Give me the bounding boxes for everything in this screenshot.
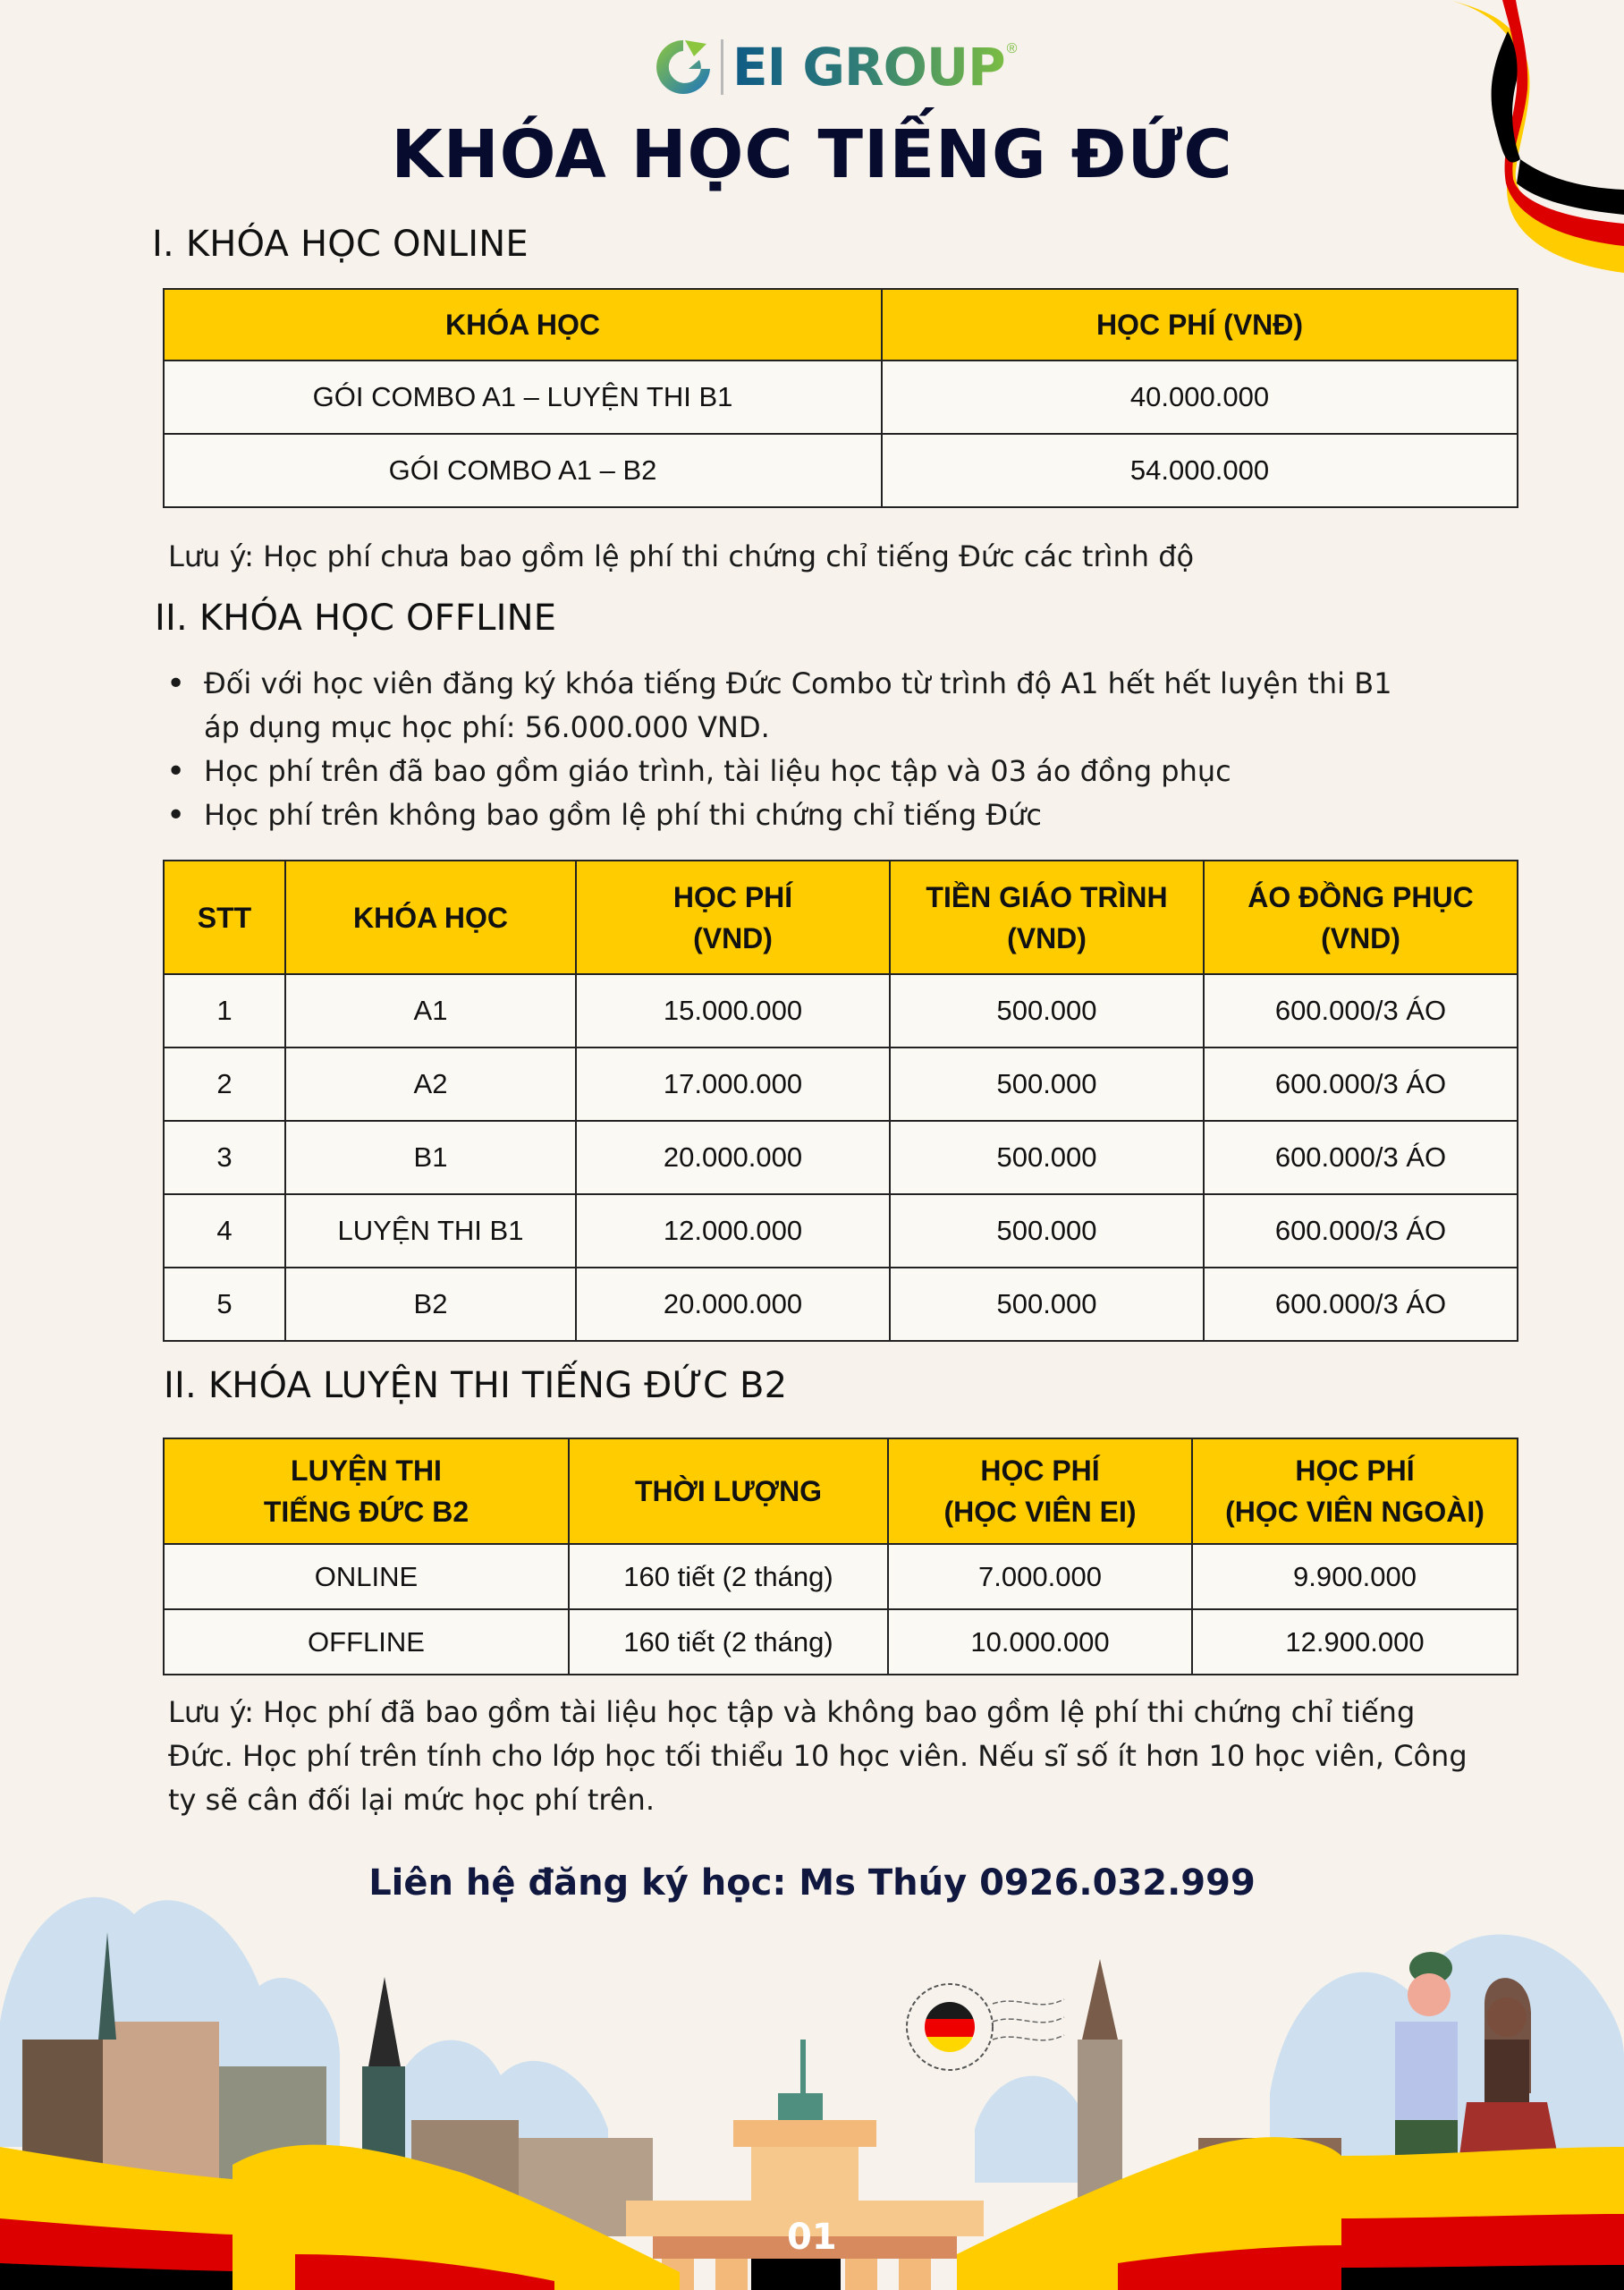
column-header-fee: HỌC PHÍ (VND)	[576, 861, 890, 974]
fee-external-cell: 12.900.000	[1192, 1609, 1518, 1675]
online-course-table	[163, 288, 1518, 508]
table-row	[164, 1609, 1518, 1675]
column-header-fee-ei: HỌC PHÍ (HỌC VIÊN EI)	[888, 1438, 1192, 1544]
uniform-cell: 600.000/3 ÁO	[1204, 1121, 1518, 1194]
logo-separator	[721, 39, 723, 95]
column-header-materials: TIỀN GIÁO TRÌNH (VND)	[890, 861, 1204, 974]
mode-cell: ONLINE	[164, 1544, 569, 1609]
course-name-cell: GÓI COMBO A1 – LUYỆN THI B1	[164, 360, 882, 434]
fee-cell: 54.000.000	[882, 434, 1518, 507]
stt-cell: 2	[164, 1047, 285, 1121]
table-row	[164, 434, 1518, 507]
b2-exam-table	[163, 1438, 1518, 1675]
list-item: • Học phí trên không bao gồm lệ phí thi chứng chỉ tiếng Đức	[159, 793, 1411, 837]
materials-cell: 500.000	[890, 1268, 1204, 1341]
fee-cell: 15.000.000	[576, 974, 890, 1047]
page-number: 01	[787, 2217, 837, 2258]
course-cell: A2	[285, 1047, 576, 1121]
mode-cell: OFFLINE	[164, 1609, 569, 1675]
registered-mark: ®	[1006, 41, 1018, 56]
table-row	[164, 1268, 1518, 1341]
materials-cell: 500.000	[890, 1121, 1204, 1194]
offline-info-list	[159, 662, 1411, 837]
fee-cell: 17.000.000	[576, 1047, 890, 1121]
page-title: KHÓA HỌC TIẾNG ĐỨC	[391, 116, 1233, 193]
stt-cell: 5	[164, 1268, 285, 1341]
course-cell: B2	[285, 1268, 576, 1341]
column-header: HỌC PHÍ (VNĐ)	[882, 289, 1518, 360]
materials-cell: 500.000	[890, 974, 1204, 1047]
stt-cell: 4	[164, 1194, 285, 1268]
b2-exam-note: Lưu ý: Học phí đã bao gồm tài liệu học tập và không bao gồm lệ phí thi chứng chỉ tiếng Đức. Học phí trên tính cho lớp học tối thiểu 10 học viên. Nếu sĩ số ít hơn 10 học viên, Công ty sẽ cân đối lại mức học phí trên.	[168, 1695, 1468, 1817]
list-item: • Đối với học viên đăng ký khóa tiếng Đức Combo từ trình độ A1 hết hết luyện thi B1 áp dụng mục học phí: 56.000.000 VND.	[159, 662, 1411, 750]
table-row	[164, 1544, 1518, 1609]
table-row	[164, 1121, 1518, 1194]
section-b2-exam-heading: II. KHÓA LUYỆN THI TIẾNG ĐỨC B2	[164, 1365, 788, 1406]
fee-cell: 20.000.000	[576, 1268, 890, 1341]
column-header-uniform: ÁO ĐỒNG PHỤC (VND)	[1204, 861, 1518, 974]
column-header: KHÓA HỌC	[164, 289, 882, 360]
duration-cell: 160 tiết (2 tháng)	[569, 1544, 888, 1609]
stt-cell: 3	[164, 1121, 285, 1194]
fee-cell: 40.000.000	[882, 360, 1518, 434]
fee-external-cell: 9.900.000	[1192, 1544, 1518, 1609]
column-header-fee-external: HỌC PHÍ (HỌC VIÊN NGOÀI)	[1192, 1438, 1518, 1544]
ei-group-logo	[653, 36, 1017, 98]
uniform-cell: 600.000/3 ÁO	[1204, 1047, 1518, 1121]
column-header-exam: LUYỆN THI TIẾNG ĐỨC B2	[164, 1438, 569, 1544]
section-offline-heading: II. KHÓA HỌC OFFLINE	[155, 598, 557, 639]
materials-cell: 500.000	[890, 1047, 1204, 1121]
brand-name: EI GROUP	[732, 37, 1005, 98]
ei-group-logo-icon	[653, 37, 714, 98]
column-header-course: KHÓA HỌC	[285, 861, 576, 974]
fee-ei-cell: 7.000.000	[888, 1544, 1192, 1609]
uniform-cell: 600.000/3 ÁO	[1204, 1268, 1518, 1341]
list-item: • Học phí trên đã bao gồm giáo trình, tài liệu học tập và 03 áo đồng phục	[159, 750, 1411, 793]
table-row	[164, 360, 1518, 434]
column-header-duration: THỜI LƯỢNG	[569, 1438, 888, 1544]
materials-cell: 500.000	[890, 1194, 1204, 1268]
course-cell: B1	[285, 1121, 576, 1194]
germany-air-mail-stamp-icon	[907, 1984, 1064, 2070]
table-row	[164, 1194, 1518, 1268]
course-cell: A1	[285, 974, 576, 1047]
duration-cell: 160 tiết (2 tháng)	[569, 1609, 888, 1675]
contact-info: Liên hệ đăng ký học: Ms Thúy 0926.032.999	[368, 1862, 1256, 1904]
uniform-cell: 600.000/3 ÁO	[1204, 1194, 1518, 1268]
uniform-cell: 600.000/3 ÁO	[1204, 974, 1518, 1047]
table-row	[164, 974, 1518, 1047]
table-row	[164, 1047, 1518, 1121]
course-cell: LUYỆN THI B1	[285, 1194, 576, 1268]
course-name-cell: GÓI COMBO A1 – B2	[164, 434, 882, 507]
fee-ei-cell: 10.000.000	[888, 1609, 1192, 1675]
fee-cell: 20.000.000	[576, 1121, 890, 1194]
online-note: Lưu ý: Học phí chưa bao gồm lệ phí thi chứng chỉ tiếng Đức các trình độ	[168, 539, 1195, 573]
offline-course-table	[163, 860, 1518, 1342]
stt-cell: 1	[164, 974, 285, 1047]
fee-cell: 12.000.000	[576, 1194, 890, 1268]
column-header-stt: STT	[164, 861, 285, 974]
section-online-heading: I. KHÓA HỌC ONLINE	[152, 224, 529, 265]
